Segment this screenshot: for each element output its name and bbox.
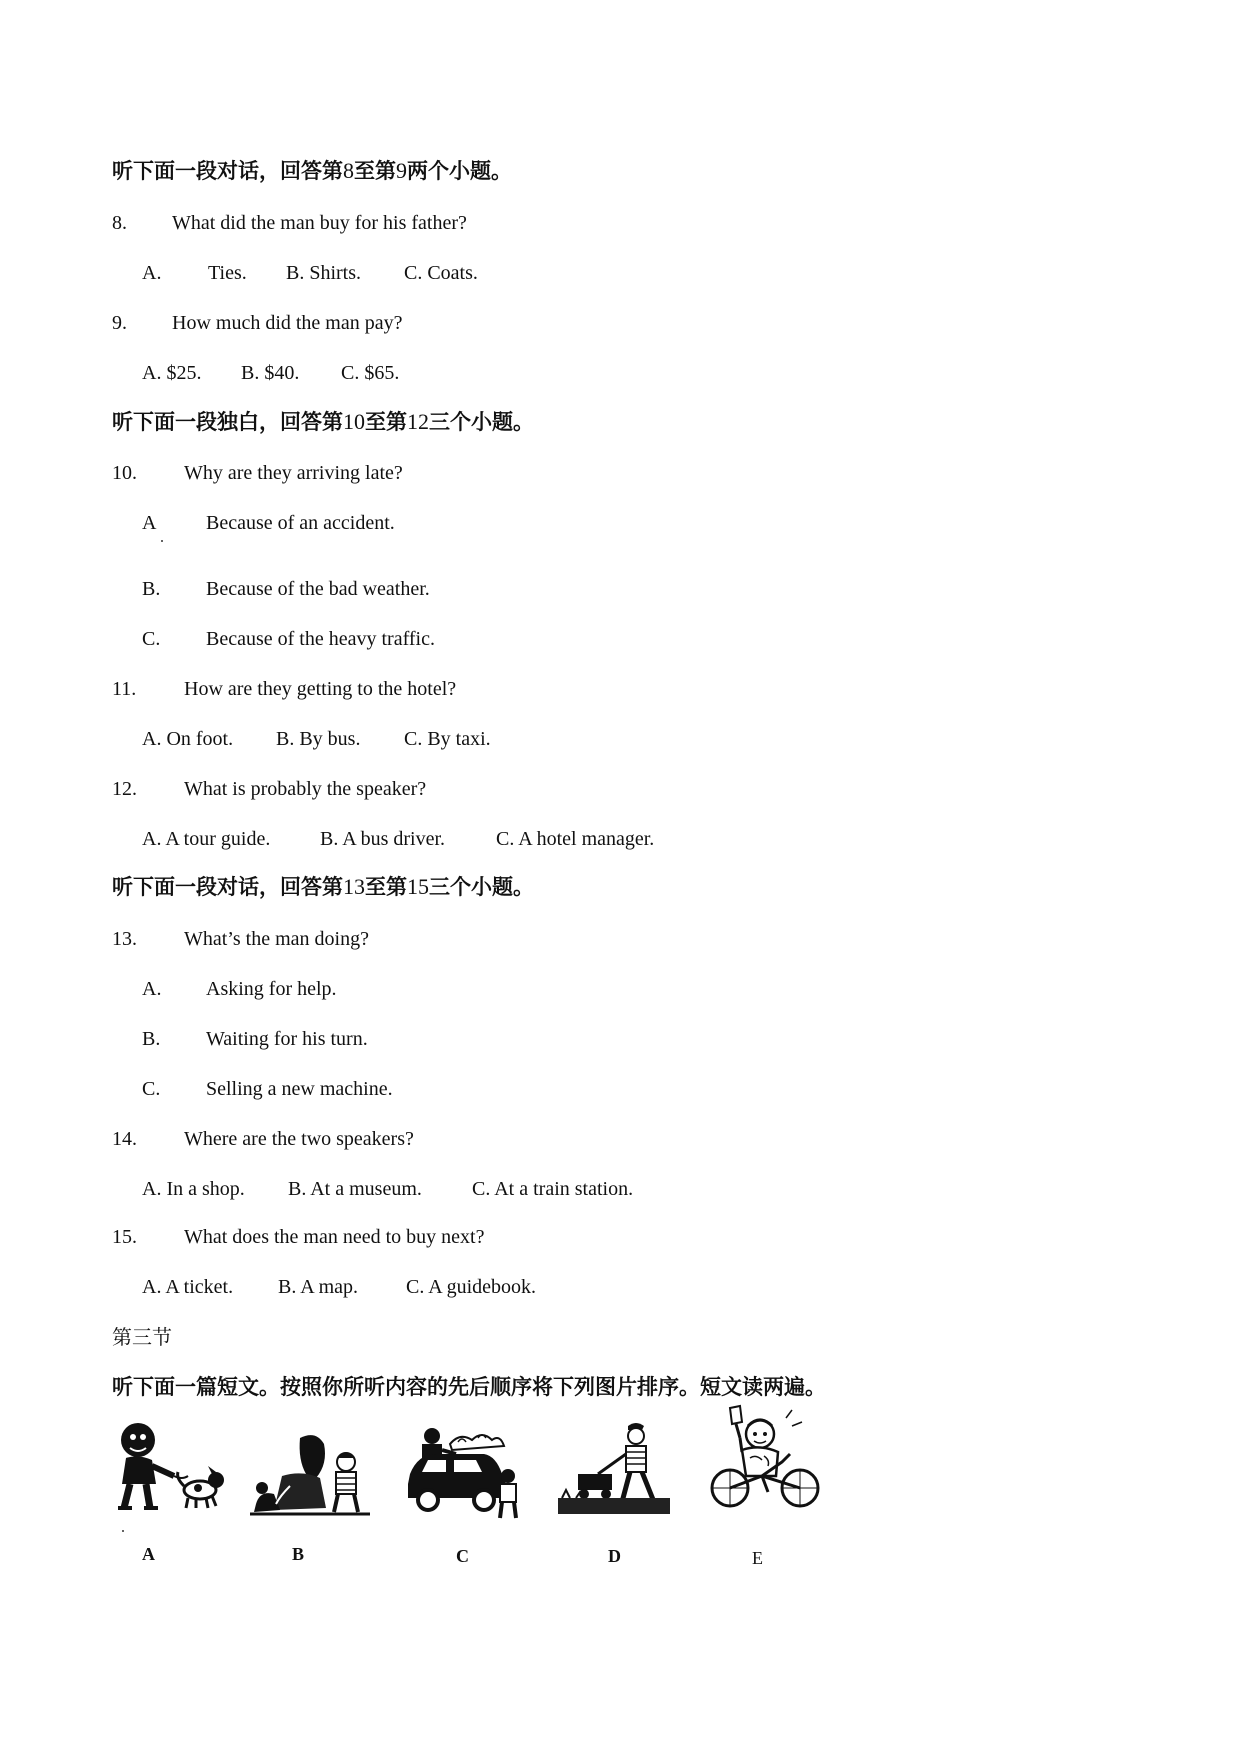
option-text: Asking for help.	[206, 978, 337, 1000]
question-text: What does the man need to buy next?	[184, 1226, 485, 1248]
question-9-options	[142, 360, 399, 386]
stray-dot	[161, 540, 163, 542]
question-14	[112, 1126, 414, 1152]
option-text: Selling a new machine.	[206, 1078, 393, 1100]
question-12	[112, 776, 426, 802]
question-text: What is probably the speaker?	[184, 778, 427, 800]
question-15-options	[142, 1274, 536, 1300]
question-8-options	[142, 260, 478, 286]
picture-d-mowing-lawn	[558, 1418, 670, 1522]
question-text: What’s the man doing?	[184, 928, 369, 950]
question-13-option-a	[142, 976, 337, 1002]
picture-label-b: B	[292, 1544, 305, 1564]
question-10-option-a	[142, 510, 395, 536]
option-letter: A	[142, 512, 157, 534]
option-c: C. A hotel manager.	[496, 828, 655, 850]
option-letter: B.	[142, 1028, 161, 1050]
option-letter: A.	[142, 978, 162, 1000]
option-a: A. A tour guide.	[142, 828, 271, 850]
option-letter: C.	[142, 1078, 161, 1100]
picture-b-mother-and-children	[250, 1430, 370, 1518]
question-13	[112, 926, 369, 952]
option-b: B. $40.	[241, 362, 300, 384]
picture-label-e: E	[752, 1548, 763, 1568]
option-text: Because of the heavy traffic.	[206, 628, 435, 650]
option-a: Ties.	[208, 262, 247, 284]
section-three-instruction: 听下面一篇短文。按照你所听内容的先后顺序将下列图片排序。短文读两遍。	[112, 1375, 826, 1399]
option-a: A. On foot.	[142, 728, 234, 750]
option-c: C. A guidebook.	[406, 1276, 537, 1298]
option-a-letter: A.	[142, 262, 162, 284]
option-a: A. A ticket.	[142, 1276, 234, 1298]
picture-label-a: A	[142, 1544, 155, 1564]
option-a: A. In a shop.	[142, 1178, 245, 1200]
question-12-options	[142, 826, 654, 852]
question-13-option-b	[142, 1026, 368, 1052]
section-heading-q8-9: 听下面一段对话，回答第8至第9两个小题。	[112, 158, 512, 183]
question-text: Why are they arriving late?	[184, 462, 403, 484]
stray-dot	[122, 1530, 124, 1532]
question-9	[112, 310, 403, 336]
question-number: 12.	[112, 778, 137, 800]
option-b: B. Shirts.	[286, 262, 362, 284]
question-11-options	[142, 726, 491, 752]
section-heading-q10-12: 听下面一段独白，回答第10至第12三个小题。	[112, 409, 534, 434]
question-text: What did the man buy for his father?	[172, 212, 467, 234]
question-text: Where are the two speakers?	[184, 1128, 414, 1150]
question-14-options	[142, 1176, 633, 1202]
question-text: How much did the man pay?	[172, 312, 403, 334]
option-text: Because of an accident.	[206, 512, 395, 534]
question-10	[112, 460, 403, 486]
question-number: 15.	[112, 1226, 137, 1248]
picture-label-c: C	[456, 1546, 469, 1566]
question-number: 10.	[112, 462, 137, 484]
option-b: B. A bus driver.	[320, 828, 446, 850]
option-c: C. At a train station.	[472, 1178, 634, 1200]
option-b: B. By bus.	[276, 728, 361, 750]
question-15	[112, 1224, 484, 1250]
question-8	[112, 210, 467, 236]
question-11	[112, 676, 456, 702]
option-text: Waiting for his turn.	[206, 1028, 368, 1050]
question-13-option-c	[142, 1076, 393, 1102]
question-text: How are they getting to the hotel?	[184, 678, 457, 700]
question-10-option-b	[142, 576, 430, 602]
option-c: C. Coats.	[404, 262, 478, 284]
picture-label-d: D	[608, 1546, 621, 1566]
option-b: B. At a museum.	[288, 1178, 422, 1200]
option-a: A. $25.	[142, 362, 202, 384]
question-10-option-c	[142, 626, 435, 652]
option-letter: C.	[142, 628, 161, 650]
question-number: 14.	[112, 1128, 137, 1150]
question-number: 8.	[112, 212, 127, 234]
option-b: B. A map.	[278, 1276, 359, 1298]
option-c: C. By taxi.	[404, 728, 491, 750]
section-heading-q13-15: 听下面一段对话，回答第13至第15三个小题。	[112, 874, 534, 899]
section-three-title: 第三节	[112, 1325, 172, 1349]
picture-c-washing-car	[406, 1424, 524, 1522]
picture-e-riding-bicycle	[706, 1404, 826, 1514]
question-number: 13.	[112, 928, 137, 950]
option-letter: B.	[142, 578, 161, 600]
question-number: 9.	[112, 312, 127, 334]
option-c: C. $65.	[341, 362, 400, 384]
option-text: Because of the bad weather.	[206, 578, 430, 600]
question-number: 11.	[112, 678, 137, 700]
picture-a-child-with-dog	[112, 1418, 226, 1514]
